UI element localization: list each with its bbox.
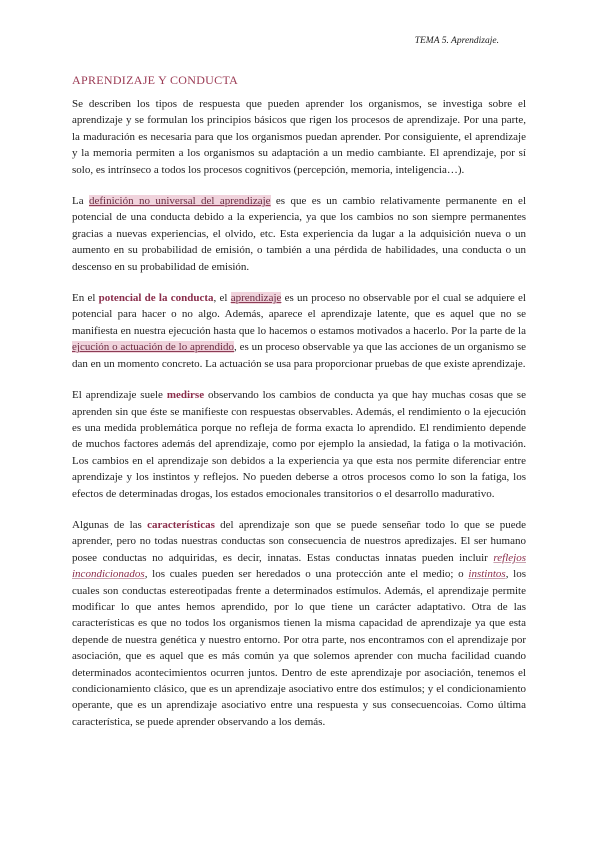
text-run: es que es un cambio relativamente permanente en el potencial de una conducta debido a la experiencia, ya que los cambios no son siempre permanentes gracias a nuevas experiencias, el olvido, etc. Esta experiencia da lugar a la adquisición nueva o un aumento en su probabilidad de emisión, o también a una pérdida de habilidades, una conducta o un descenso en su probabilidad de emisión. bbox=[72, 195, 526, 273]
keyword-potential: potencial de la conducta bbox=[98, 292, 214, 305]
text-run: Algunas de las bbox=[72, 518, 148, 531]
page-header: TEMA 5. Aprendizaje. bbox=[414, 36, 499, 46]
paragraph-potential bbox=[72, 290, 526, 372]
highlighted-term-aprendizaje: aprendizaje bbox=[230, 292, 282, 305]
paragraph-characteristics bbox=[72, 517, 526, 730]
text-run: El aprendizaje suele bbox=[72, 389, 167, 402]
document-body bbox=[72, 96, 526, 745]
keyword-caracteristicas: características bbox=[147, 518, 215, 531]
section-title: APRENDIZAJE Y CONDUCTA bbox=[72, 73, 239, 87]
text-run: , los cuales pueden ser heredados o una protección ante el medio; o bbox=[144, 568, 469, 581]
text-run: , el bbox=[213, 292, 231, 305]
text-run: , es un proceso observable ya que las acciones de un organismo se dan en un momento concreto. La actuación se usa para proporcionar pruebas de que existe aprendizaje. bbox=[72, 341, 527, 370]
italic-term-reflejos: reflejos incondicionados bbox=[72, 551, 526, 581]
paragraph-definition bbox=[72, 193, 526, 275]
paragraph-measure bbox=[72, 387, 526, 502]
text-run: En el bbox=[72, 292, 99, 305]
text-run: observando los cambios de conducta ya que hay muchas cosas que se aprenden sin que éste se manifieste con respuestas observables. Además, el rendimiento o la ejecución es una medida problemática porque no refleja de forma exacta lo aprendido. El rendimiento depende de muchos factores además del aprendizaje, como por ejemplo la ansiedad, la fatiga o la motivación. Los cambios en el aprendizaje son debidos a la experiencia ya que esta nos permite diferenciar entre aprendizaje y los instintos y reflejos. No pueden deberse a otros procesos como lo son la fatiga, los efectos de determinadas drogas, los estados emocionales transitorios o el desarrollo madurativo. bbox=[72, 389, 526, 500]
highlighted-term-definition: definición no universal del aprendizaje bbox=[88, 195, 271, 208]
paragraph-intro: Se describen los tipos de respuesta que pueden aprender los organismos, se investiga sobre el aprendizaje y se formulan los principios básicos que rigen los procesos de aprendizaje. Por una parte, la maduración es necesaria para que los organismos puedan aprender. Por consiguiente, el aprendizaje y la memoria permiten a los organismos su adaptación a un medio cambiante. El aprendizaje, por sí solo, es intrínseco a todos los procesos cognitivos (percepción, memoria, inteligencia…). bbox=[72, 98, 526, 176]
text-run: del aprendizaje son que se puede senseñar todo lo que se puede aprender, pero no todas nuestras conductas son consecuencia de nuestros apredizajes. El ser humano posee conductas no adquiridas, es decir, innatas. Estas conductas innatas pueden incluir bbox=[72, 518, 527, 564]
text-run: es un proceso no observable por el cual se adquiere el potencial para hacer o no algo. Además, aparece el aprendizaje latente, que es aquel que no se manifiesta en nuestra ejecución hasta que lo hacemos o estamos motivados a hacerlo. Por la parte de la bbox=[72, 292, 526, 337]
text-run: La bbox=[72, 195, 89, 208]
keyword-medirse: medirse bbox=[166, 389, 205, 402]
italic-term-instintos: instintos bbox=[468, 568, 506, 581]
text-run: , los cuales son conductas estereotipadas frente a determinados estímulos. Además, el aprendizaje permite modificar lo que antes hemos aprendido, por lo que tiene un carácter adaptativo. Otra de las características es que no todos los organismos tienen la misma capacidad de aprendizaje ya que esta depende de nuestra genética y nuestro entorno. Por otra parte, nos encontramos con el aprendizaje por asociación, que es aquel que es más común ya que solemos aprender con mucha facilidad cuando determinados acontecimientos ocurren juntos. Dentro de este aprendizaje por asociación, tenemos el condicionamiento clásico, que es un aprendizaje asociativo entre dos estímulos; y el condicionamiento operante, que es un aprendizaje asociativo entre una respuesta y sus consecuencoias. Como última característica, se puede aprender observando a los demás. bbox=[72, 568, 526, 728]
highlighted-term-ejecucion: ejcución o actuación de lo aprendido bbox=[72, 341, 235, 354]
